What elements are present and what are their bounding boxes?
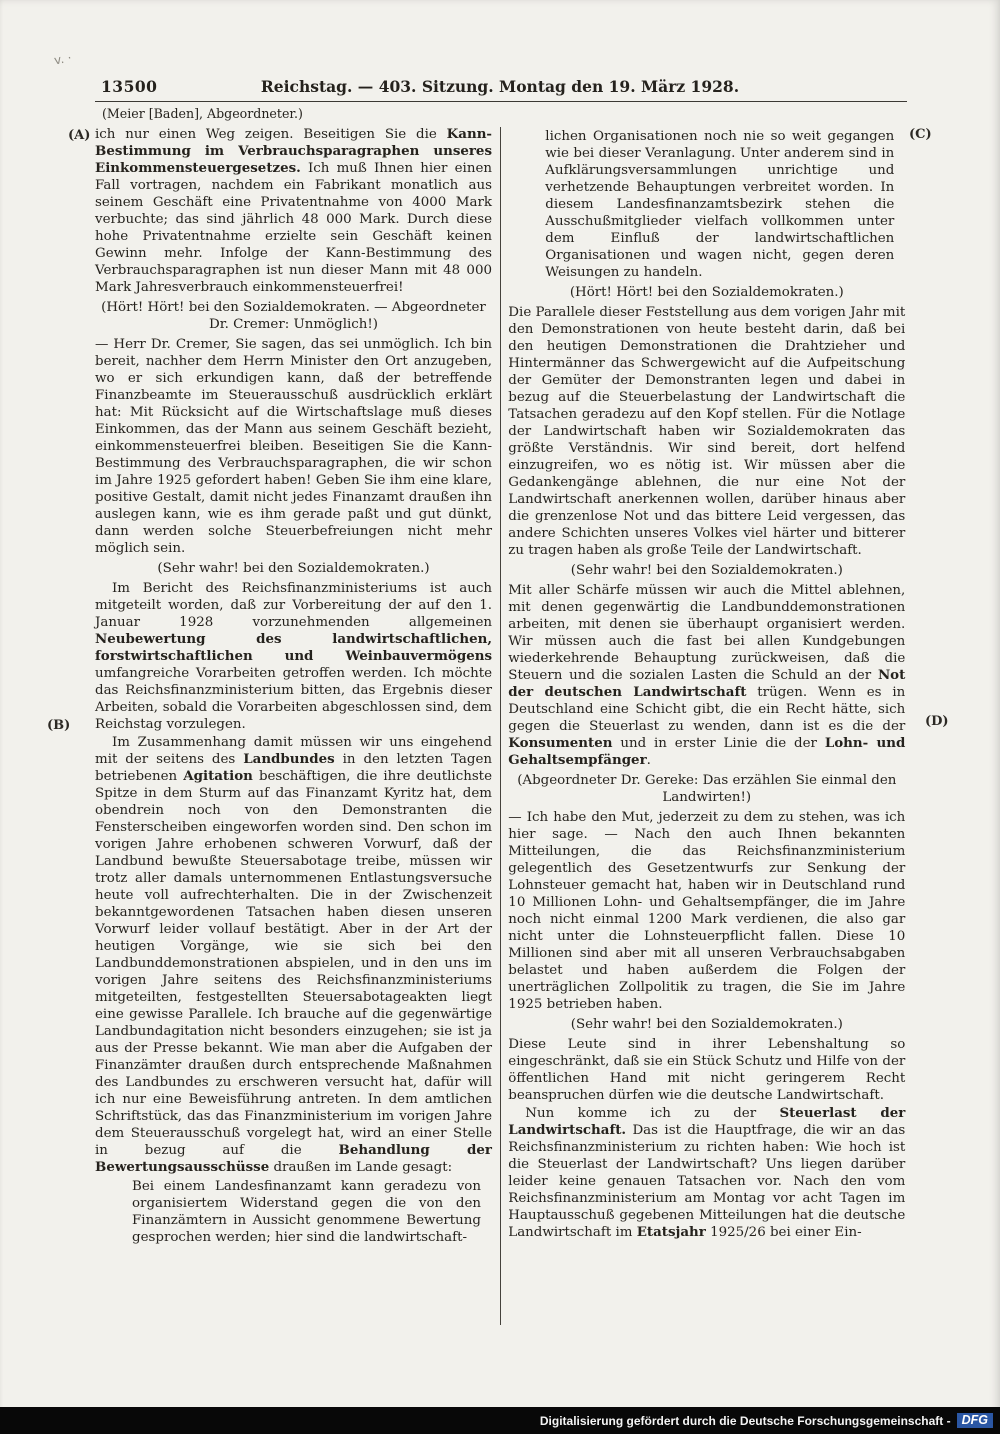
pencil-mark: v. · <box>52 50 73 68</box>
paragraph: — Ich habe den Mut, jederzeit zu dem zu stehen, was ich hier sage. — Nach den auch Ihnen bekannten Mitteilungen, die das Reichsfinanzministerium gelegentlich des Gesetzentwurfs zur Senkung der Lohnsteuer gemacht hat, haben wir in Deutschland rund 10 Millionen Lohn- und Gehaltsempfänger, die im Jahre noch nicht einmal 1200 Mark verdienen, die also gar nicht unter die Lohnsteuerpflicht fallen. Diese 10 Millionen sind aber mit all unseren Verbrauchsabgaben belastet und haben außerdem die Folgen der unerträglichen Zollpolitik zu tragen, die Sie im Jahre 1925 betrieben haben. <box>508 810 906 1012</box>
left-column <box>95 126 492 1247</box>
paragraph: Im Bericht des Reichsfinanzministeriums ist auch mitgeteilt worden, daß zur Vorbereitung der auf den 1. Januar 1928 vorzunehmenden allgemeinen Neubewertung des landwirtschaftlichen, forstwirtschaftlichen und Weinbauvermögens umfangreiche Vorarbeiten getroffen werden. Ich möchte das Reichsfinanzministerium bitten, das Ergebnis dieser Arbeiten, sobald die Vorarbeiten abgeschlossen sind, dem Reichstag vorzulegen. <box>95 581 492 732</box>
text-columns <box>95 126 907 1325</box>
paragraph: Nun komme ich zu der Steuerlast der Landwirtschaft. Das ist die Hauptfrage, die wir an das Reichsfinanzministerium zu richten haben: Wie hoch ist die Steuerlast der Landwirtschaft? Uns liegen darüber leider keine genauen Tatsachen vor. Nach den vom Reichsfinanzministerium am Montag vor acht Tagen im Hauptausschuß gegebenen Mitteilungen hat die deutsche Landwirtschaft im Etatsjahr 1925/26 bei einer Ein- <box>508 1105 906 1240</box>
margin-marker-d: (D) <box>925 714 949 729</box>
interjection: (Sehr wahr! bei den Sozialdemokraten.) <box>570 563 843 578</box>
interjection: (Hört! Hört! bei den Sozialdemokraten.) <box>569 285 844 300</box>
right-column <box>508 126 905 1242</box>
page-header <box>95 77 905 99</box>
paragraph: Die Parallele dieser Feststellung aus dem vorigen Jahr mit den Demonstrationen von heute besteht darin, daß bei den heutigen Demonstrationen die Drahtzieher und Hintermänner das Schwergewicht auf die Aufpeitschung der Gemüter der Demonstranten legen und dabei in bezug auf die Steuerbelastung der Landwirtschaft die Tatsachen geradezu auf den Kopf stellen. Für die Notlage der Landwirtschaft haben wir Sozialdemokraten das größte Verständnis. Wir sind bereit, dort helfend einzugreifen, wo es nötig ist. Wir müssen aber die Gedankengänge ablehnen, die nur eine Not der Landwirtschaft anerkennen wollen, darüber hinaus aber die grenzenlose Not und das bittere Leid vergessen, das andere Schichten unseres Volkes viel härter und bitterer zu tragen haben als große Teile der Landwirtschaft. <box>508 305 906 558</box>
paragraph: Mit aller Schärfe müssen wir auch die Mittel ablehnen, mit denen gegenwärtig die Landbunddemonstrationen arbeiten, mit denen sie überhaupt organisiert werden. Wir müssen auch die fast bei allen Kundgebungen wiederkehrende Behauptung zurückweisen, daß die Steuern und die sozialen Lasten die Schuld an der Not der deutschen Landwirtschaft trügen. Wenn es in Deutschland eine Schicht gibt, die ein Recht hätte, sich gegen die Steuerlast zu wenden, dann ist es die der Konsumenten und in erster Linie die der Lohn- und Gehaltsempfänger. <box>508 583 906 768</box>
paragraph: Diese Leute sind in ihrer Lebenshaltung so eingeschränkt, daß sie ein Stück Schutz und Hilfe von der öffentlichen Hand mit nicht geringerem Recht beanspruchen dürfen wie die deutsche Landwirtschaft. <box>508 1037 906 1103</box>
paragraph: Bei einem Landesfinanzamt kann geradezu von organisiertem Widerstand gegen die von den Finanzämtern in Aussicht genommene Bewertung gesprochen werden; hier sind die landwirtschaft- <box>132 1179 481 1245</box>
session-title: Reichstag. — 403. Sitzung. Montag den 19. März 1928. <box>260 77 740 96</box>
paragraph: — Herr Dr. Cremer, Sie sagen, das sei unmöglich. Ich bin bereit, nachher dem Herrn Minister den Ort anzugeben, wo er sich erkundigen kann, daß der betreffende Finanzbeamte im Steuerausschuß ausdrücklich erklärt hat: Mit Rücksicht auf die Wirtschaftslage muß dieses Einkommen, das der Mann aus seinem Geschäft bezieht, einkommensteuerfrei bleiben. Beseitigen Sie die Kann-Bestimmung des Verbrauchsparagraphen, die wir schon im Jahre 1925 gefordert haben! Geben Sie ihm eine klare, positive Gestalt, damit nicht jedes Finanzamt draußen ihn auslegen kann, wie es ihm gerade paßt und gut dünkt, dann werden solche Steuerbefreiungen nicht mehr möglich sein. <box>95 337 492 556</box>
margin-marker-c: (C) <box>909 127 932 142</box>
margin-marker-b: (B) <box>47 718 71 733</box>
interjection: (Abgeordneter Dr. Gereke: Das erzählen Sie einmal den Landwirten!) <box>517 773 897 805</box>
page-number: 13500 <box>101 77 158 96</box>
paragraph: Im Zusammenhang damit müssen wir uns eingehend mit der seitens des Landbundes in den letzten Tagen betriebenen Agitation beschäftigen, die ihre deutlichste Spitze in dem Sturm auf das Finanzamt Kyritz hat, dem obendrein noch von den Demonstranten die Fensterscheiben eingeworfen worden sind. Den schon im vorigen Jahre erhobenen schweren Vorwurf, daß der Landbund bewußte Steuersabotage treibe, müssen wir trotz aller damals unternommenen Entlastungsversuche heute voll aufrechterhalten. Die in der Zwischenzeit bekanntgewordenen Tatsachen haben diesen unseren Vorwurf leider vollauf bestätigt. Aber in der Art der heutigen Vorgänge, wie sie sich bei den Landbunddemonstrationen abspielen, und in den uns im vorigen Jahre seitens des Reichsfinanzministeriums mitgeteilten, festgestellten Steuersabotageakten liegt eine gewisse Parallele. Ich brauche auf die gegenwärtige Landbundagitation nicht besonders einzugehen; sie ist ja aus der Presse bekannt. Wie man aber die Aufgaben der Finanzämter draußen durch entsprechende Maßnahmen des Landbundes zu erschweren versucht hat, dafür will ich nur eine Beweisführung antreten. In dem amtlichen Schriftstück, das das Finanzministerium im vorigen Jahre dem Steuerausschuß vorgelegt hat, wird an einer Stelle in bezug auf die Behandlung der Bewertungsausschüsse draußen im Lande gesagt: <box>95 735 492 1175</box>
paragraph: ich nur einen Weg zeigen. Beseitigen Sie die Kann-Bestimmung im Verbrauchsparagraphen unseres Einkommensteuergesetzes. Ich muß Ihnen hier einen Fall vortragen, nachdem ein Fabrikant monatlich aus seinem Geschäft eine Privatentnahme von 4000 Mark verbuchte; das sind jährlich 48 000 Mark. Durch diese hohe Privatentnahme erzielte sein Geschäft keinen Gewinn mehr. Infolge der Kann-Bestimmung des Verbrauchsparagraphen ist nun dieser Mann mit 48 000 Mark Jahresverbrauch einkommensteuerfrei! <box>95 126 492 295</box>
column-divider <box>500 127 501 1325</box>
speaker-note: (Meier [Baden], Abgeordneter.) <box>102 106 303 121</box>
digitization-footer <box>0 1407 1000 1434</box>
margin-marker-a: (A) <box>68 128 91 143</box>
dfg-logo: DFG <box>957 1413 993 1429</box>
interjection: (Hört! Hört! bei den Sozialdemokraten. — Abgeordneter Dr. Cremer: Unmöglich!) <box>101 300 486 332</box>
header-rule <box>95 101 907 102</box>
paragraph: lichen Organisationen noch nie so weit gegangen wie bei dieser Veranlagung. Unter anderem sind in Aufklärungsversammlungen unrichtige und verhetzende Behauptungen verbreitet worden. In diesem Landesfinanzamtsbezirk stehen die Ausschußmitglieder vielfach vollkommen unter dem Einfluß der landwirtschaftlichen Organisationen und wagen nicht, gegen deren Weisungen zu handeln. <box>545 129 895 280</box>
interjection: (Sehr wahr! bei den Sozialdemokraten.) <box>157 561 430 576</box>
footer-text: Digitalisierung gefördert durch die Deutsche Forschungsgemeinschaft - <box>539 1413 951 1428</box>
interjection: (Sehr wahr! bei den Sozialdemokraten.) <box>570 1017 843 1032</box>
